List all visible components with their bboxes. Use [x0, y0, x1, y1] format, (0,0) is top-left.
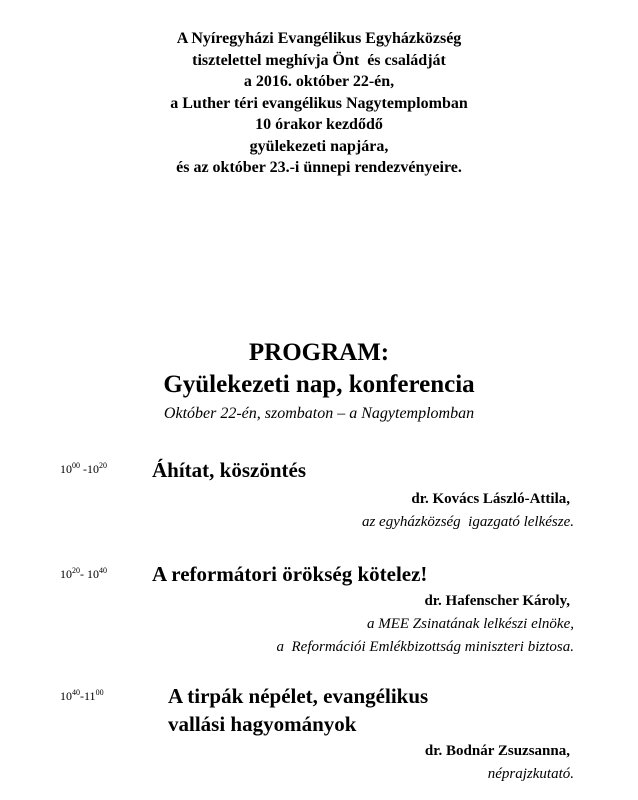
program-item-role: az egyházközség igazgató lelkésze. [361, 514, 574, 530]
program-date-line: Október 22-én, szombaton – a Nagytemplomban [163, 405, 475, 422]
program-subheading: Gyülekezeti nap, konferencia [163, 371, 475, 398]
time-end-hour: 10 [87, 567, 99, 581]
time-end-minute: 20 [99, 461, 107, 470]
program-item-speaker: dr. Hafenscher Károly, [424, 593, 570, 609]
invitation-line: A Nyíregyházi Evangélikus Egyházközség [176, 30, 462, 47]
time-end-minute: 00 [95, 688, 104, 697]
invitation-line: a Luther téri evangélikus Nagytemplomban [170, 94, 468, 112]
invitation-line: tisztelettel meghívja Önt és családját [192, 51, 446, 69]
time-start-minute: 20 [72, 566, 80, 575]
time-separator: - [80, 689, 84, 703]
program-item-title: Áhítat, köszöntés [152, 458, 307, 482]
time-separator: - [80, 567, 87, 581]
program-item-role: a MEE Zsinatának lelkészi elnöke, [366, 616, 574, 632]
program-item-role: néprajzkutató. [487, 766, 574, 782]
program-heading: PROGRAM: [248, 339, 390, 366]
invitation-line: gyülekezeti napjára, [249, 137, 389, 155]
program-item-title: A reformátori örökség kötelez! [152, 562, 428, 586]
time-start-minute: 00 [72, 461, 80, 470]
invitation-line: a 2016. október 22-én, [243, 73, 395, 90]
program-item-title: vallási hagyományok [168, 712, 357, 736]
program-item-speaker: dr. Bodnár Zsuzsanna, [424, 743, 570, 759]
program-item-time [60, 566, 107, 582]
time-end-hour: 11 [84, 689, 96, 703]
invitation-line: 10 órakor kezdődő [255, 116, 383, 133]
program-item-time [60, 688, 104, 704]
program-item-title: A tirpák népélet, evangélikus [168, 684, 429, 708]
time-end-hour: 10 [87, 462, 99, 476]
time-start-hour: 10 [60, 567, 72, 581]
time-start-hour: 10 [60, 462, 72, 476]
invitation-text [0, 28, 638, 179]
time-separator: - [80, 462, 87, 476]
program-item-time [60, 461, 107, 477]
invitation-line: és az október 23.-i ünnepi rendezvényeire. [176, 159, 462, 176]
time-start-hour: 10 [60, 689, 72, 703]
time-start-minute: 40 [72, 688, 80, 697]
time-end-minute: 40 [99, 566, 107, 575]
program-item-role: a Reformációi Emlékbizottság miniszteri biztosa. [276, 639, 574, 655]
program-item-speaker: dr. Kovács László-Attila, [411, 491, 570, 507]
